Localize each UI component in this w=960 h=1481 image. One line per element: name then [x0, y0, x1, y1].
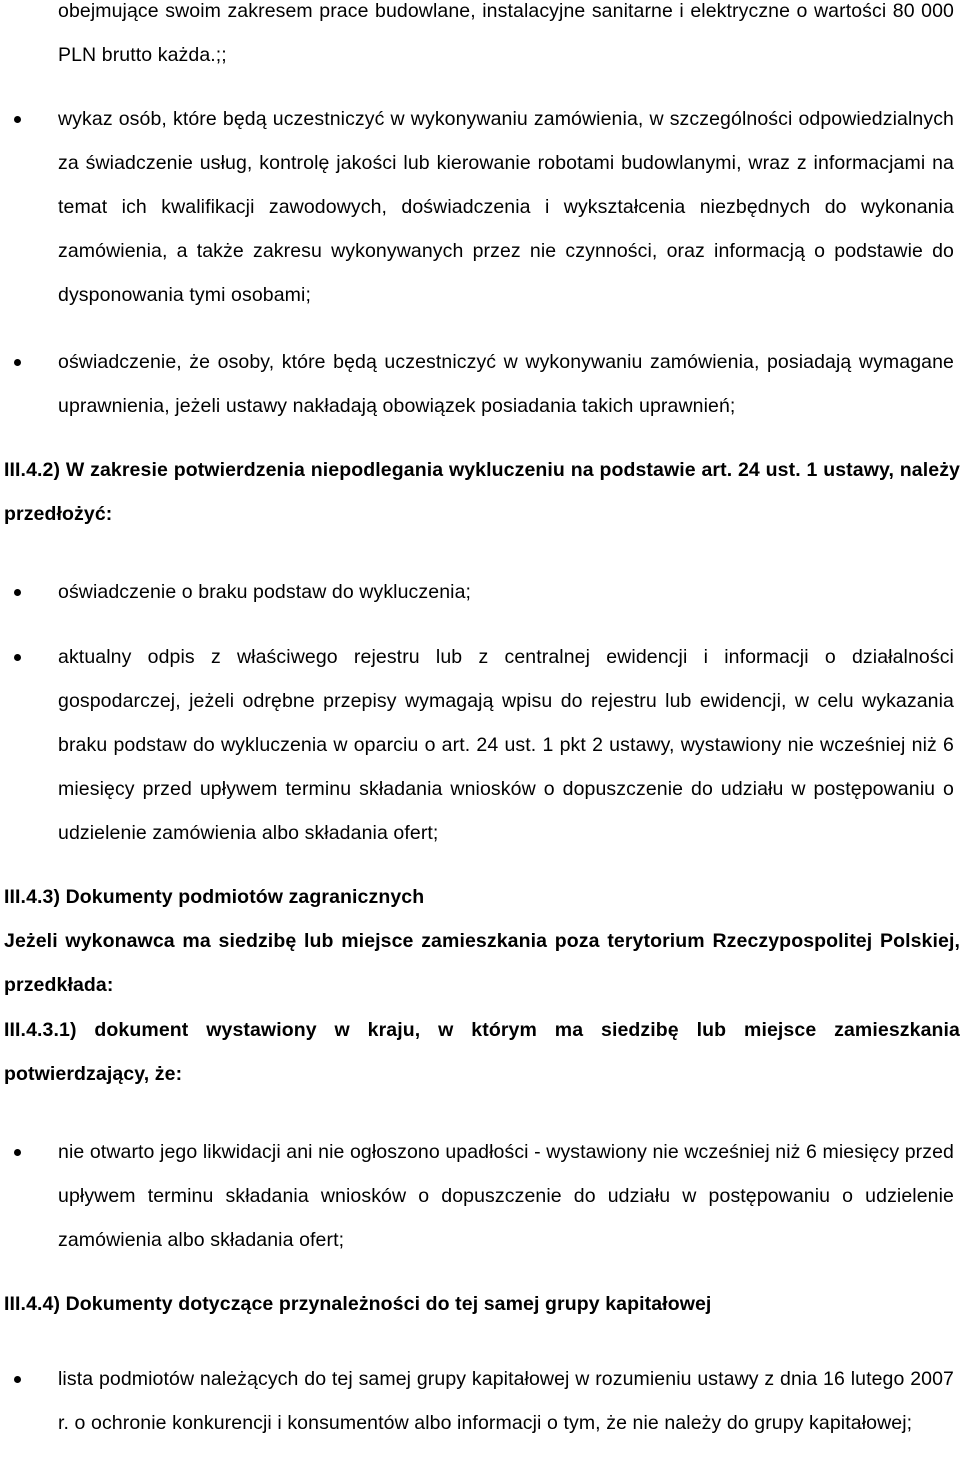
bullet-icon — [14, 589, 21, 596]
section-heading-iii-4-3-1: III.4.3.1) dokument wystawiony w kraju, w którym ma siedzibę lub miejsce zamieszkania potwierdzający, że: — [4, 1019, 960, 1085]
paragraph-intro-continuation: obejmujące swoim zakresem prace budowlane, instalacyjne sanitarne i elektryczne o wartości 80 000 PLN brutto każda.;; — [58, 0, 954, 66]
section-heading-iii-4-4: III.4.4) Dokumenty dotyczące przynależności do tej samej grupy kapitałowej — [4, 1293, 712, 1315]
list-item-oswiadczenie-uprawnienia: oświadczenie, że osoby, które będą uczestniczyć w wykonywaniu zamówienia, posiadają wymagane uprawnienia, jeżeli ustawy nakładają obowiązek posiadania takich uprawnień; — [58, 351, 954, 417]
list-item-oswiadczenie-braku-podstaw: oświadczenie o braku podstaw do wykluczenia; — [58, 581, 472, 603]
list-item-likwidacja: nie otwarto jego likwidacji ani nie ogłoszono upadłości - wystawiony nie wcześniej niż 6 miesięcy przed upływem terminu składania wniosków o dopuszczenie do udziału w postępowaniu o udzielenie zamówienia albo składania ofert; — [58, 1141, 954, 1251]
bullet-icon — [14, 359, 21, 366]
bullet-icon — [14, 654, 21, 661]
section-heading-iii-4-3: III.4.3) Dokumenty podmiotów zagranicznych — [4, 886, 425, 908]
bullet-icon — [14, 1376, 21, 1383]
list-item-wykaz-osob: wykaz osób, które będą uczestniczyć w wykonywaniu zamówienia, w szczególności odpowiedzialnych za świadczenie usług, kontrolę jakości lub kierowanie robotami budowlanymi, wraz z informacjami na temat ich kwalifikacji zawodowych, doświadczenia i wykształcenia niezbędnych do wykonania zamówienia, a także zakresu wykonywanych przez nie czynności, oraz informacją o podstawie do dysponowania tymi osobami; — [58, 108, 954, 306]
list-item-lista-podmiotow: lista podmiotów należących do tej samej grupy kapitałowej w rozumieniu ustawy z dnia 16 lutego 2007 r. o ochronie konkurencji i konsumentów albo informacji o tym, że nie należy do grupy kapitałowej; — [58, 1368, 954, 1434]
bullet-icon — [14, 116, 21, 123]
list-item-odpis-rejestru: aktualny odpis z właściwego rejestru lub z centralnej ewidencji i informacji o działalności gospodarczej, jeżeli odrębne przepisy wymagają wpisu do rejestru lub ewidencji, w celu wykazania braku podstaw do wykluczenia w oparciu o art. 24 ust. 1 pkt 2 ustawy, wystawiony nie wcześniej niż 6 miesięcy przed upływem terminu składania wniosków o dopuszczenie do udziału w postępowaniu o udzielenie zamówienia albo składania ofert; — [58, 646, 954, 844]
section-heading-iii-4-3-body: Jeżeli wykonawca ma siedzibę lub miejsce zamieszkania poza terytorium Rzeczypospolitej Polskiej, przedkłada: — [4, 930, 960, 996]
section-heading-iii-4-2: III.4.2) W zakresie potwierdzenia niepodlegania wykluczeniu na podstawie art. 24 ust. 1 ustawy, należy przedłożyć: — [4, 459, 960, 525]
bullet-icon — [14, 1149, 21, 1156]
